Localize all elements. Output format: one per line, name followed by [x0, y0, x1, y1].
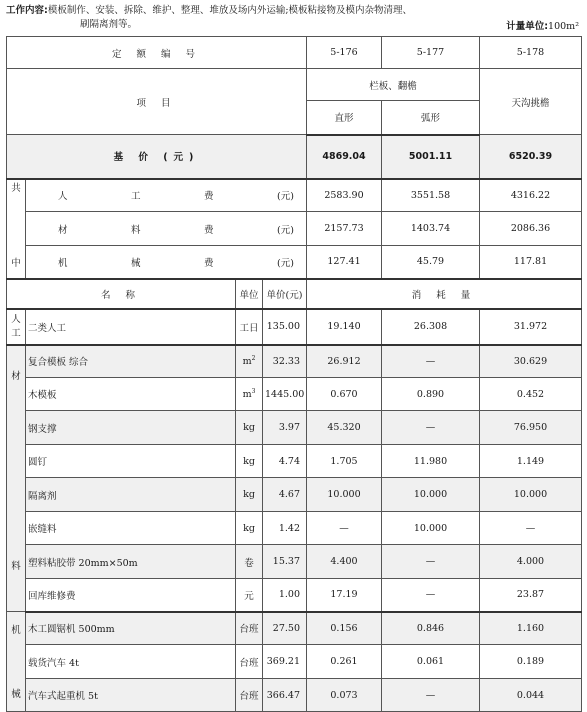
material-value: 1.705: [307, 445, 382, 478]
machine-price: 27.50: [263, 612, 307, 645]
material-value: —: [382, 345, 480, 378]
base-price-1: 4869.04: [307, 135, 382, 179]
material-value: —: [382, 411, 480, 445]
work-content: [6, 4, 581, 32]
material-unit: kg: [236, 411, 263, 445]
col-header-name: 名 称: [7, 279, 236, 309]
material-unit: kg: [236, 478, 263, 512]
material-row: [7, 545, 582, 579]
work-content-text-2: 刷隔离剂等。: [80, 19, 138, 30]
material-price: 1445.00: [263, 378, 307, 411]
material-row: [7, 445, 582, 478]
sub-col-arc: 弧形: [382, 101, 480, 135]
labor-value-1: 19.140: [307, 309, 382, 345]
material-unit: $m^2$: [236, 345, 263, 378]
machine-price: 369.21: [263, 645, 307, 679]
material-unit: $m^3$: [236, 378, 263, 411]
unit-label: 计量单位:: [506, 21, 549, 32]
material-price: 15.37: [263, 545, 307, 579]
base-price-label: 基 价 (元): [7, 135, 307, 179]
material-value: 76.950: [480, 411, 582, 445]
labor-price: 135.00: [263, 309, 307, 345]
material-value: 23.87: [480, 579, 582, 612]
labor-category: 人 工: [7, 309, 26, 345]
cost-group-bottom: 中: [7, 246, 26, 279]
material-unit: kg: [236, 512, 263, 545]
cost-group-top: 共: [7, 179, 26, 212]
material-row: [7, 579, 582, 612]
column-header-row: [7, 279, 582, 309]
cost-labor-1: 2583.90: [307, 179, 382, 212]
cost-material-2: 1403.74: [382, 212, 480, 246]
quota-code-2: 5-177: [382, 37, 480, 69]
material-price: 1.00: [263, 579, 307, 612]
material-price: 4.74: [263, 445, 307, 478]
machine-value: —: [382, 679, 480, 712]
work-content-label: 工作内容:: [6, 5, 48, 16]
material-value: 4.000: [480, 545, 582, 579]
material-value: 10.000: [480, 478, 582, 512]
material-value: —: [382, 545, 480, 579]
cost-machine-2: 45.79: [382, 246, 480, 279]
machine-value: 0.189: [480, 645, 582, 679]
group-label: 栏板、翻檐: [307, 69, 480, 101]
cost-labor-label: 人 工 费 (元): [26, 179, 307, 212]
cost-material-1: 2157.73: [307, 212, 382, 246]
cost-machine-1: 127.41: [307, 246, 382, 279]
machine-row: [7, 612, 582, 645]
material-value: 0.452: [480, 378, 582, 411]
material-row: [7, 478, 582, 512]
material-category: 材 料: [7, 345, 26, 612]
material-value: 10.000: [382, 478, 480, 512]
base-price-row: [7, 135, 582, 179]
material-value: 4.400: [307, 545, 382, 579]
material-unit: 元: [236, 579, 263, 612]
labor-name: 二类人工: [26, 309, 236, 345]
material-value: 11.980: [382, 445, 480, 478]
quota-code-row: [7, 37, 582, 69]
cost-labor-2: 3551.58: [382, 179, 480, 212]
base-price-2: 5001.11: [382, 135, 480, 179]
labor-unit: 工日: [236, 309, 263, 345]
machine-value: 1.160: [480, 612, 582, 645]
material-price: 32.33: [263, 345, 307, 378]
work-content-text-1: 模板制作、安装、拆除、维护、整理、堆放及场内外运输;模板粘接物及模内杂物清理、: [47, 5, 413, 16]
cost-row-material: [7, 212, 582, 246]
base-price-3: 6520.39: [480, 135, 582, 179]
material-value: 10.000: [307, 478, 382, 512]
machine-name: 汽车式起重机 5t: [26, 679, 236, 712]
material-name: 木模板: [26, 378, 236, 411]
cost-row-labor: [7, 179, 582, 212]
machine-row: [7, 645, 582, 679]
material-unit: 卷: [236, 545, 263, 579]
labor-row: [7, 309, 582, 345]
material-value: 26.912: [307, 345, 382, 378]
machine-value: 0.061: [382, 645, 480, 679]
material-name: 钢支撑: [26, 411, 236, 445]
material-value: 1.149: [480, 445, 582, 478]
machine-price: 366.47: [263, 679, 307, 712]
machine-unit: 台班: [236, 612, 263, 645]
cost-machine-label: 机 械 费 (元): [26, 246, 307, 279]
unit-value: 100m²: [548, 21, 579, 32]
col-header-unit: 单位: [236, 279, 263, 309]
material-row: [7, 345, 582, 378]
material-name: 嵌缝料: [26, 512, 236, 545]
machine-value: 0.073: [307, 679, 382, 712]
item-label: 项 目: [7, 69, 307, 135]
machine-unit: 台班: [236, 645, 263, 679]
col3-label: 天沟挑檐: [480, 69, 582, 135]
material-name: 回库维修费: [26, 579, 236, 612]
material-value: 0.890: [382, 378, 480, 411]
cost-material-label: 材 料 费 (元): [26, 212, 307, 246]
machine-name: 载货汽车 4t: [26, 645, 236, 679]
cost-row-machine: [7, 246, 582, 279]
cost-labor-3: 4316.22: [480, 179, 582, 212]
machine-unit: 台班: [236, 679, 263, 712]
machine-value: 0.156: [307, 612, 382, 645]
labor-value-3: 31.972: [480, 309, 582, 345]
machine-value: 0.261: [307, 645, 382, 679]
material-value: 17.19: [307, 579, 382, 612]
material-name: 塑料粘胶带 20mm×50m: [26, 545, 236, 579]
material-value: 30.629: [480, 345, 582, 378]
quota-code-label: 定 额 编 号: [7, 37, 307, 69]
material-price: 1.42: [263, 512, 307, 545]
material-name: 圆钉: [26, 445, 236, 478]
quota-code-3: 5-178: [480, 37, 582, 69]
material-row: [7, 411, 582, 445]
material-row: [7, 378, 582, 411]
measurement-unit: [506, 18, 579, 32]
material-value: —: [480, 512, 582, 545]
machine-value: 0.846: [382, 612, 480, 645]
col-header-price: 单价(元): [263, 279, 307, 309]
quota-table: [6, 36, 582, 712]
material-value: 0.670: [307, 378, 382, 411]
machine-value: 0.044: [480, 679, 582, 712]
cost-machine-3: 117.81: [480, 246, 582, 279]
machine-row: [7, 679, 582, 712]
material-value: —: [382, 579, 480, 612]
col-header-consumption: 消 耗 量: [307, 279, 582, 309]
material-name: 隔离剂: [26, 478, 236, 512]
material-name: 复合模板 综合: [26, 345, 236, 378]
material-price: 4.67: [263, 478, 307, 512]
material-row: [7, 512, 582, 545]
machine-category: 机 械: [7, 612, 26, 712]
sub-col-straight: 直形: [307, 101, 382, 135]
material-unit: kg: [236, 445, 263, 478]
material-value: —: [307, 512, 382, 545]
cost-material-3: 2086.36: [480, 212, 582, 246]
machine-name: 木工圆锯机 500mm: [26, 612, 236, 645]
labor-value-2: 26.308: [382, 309, 480, 345]
material-value: 10.000: [382, 512, 480, 545]
material-price: 3.97: [263, 411, 307, 445]
material-value: 45.320: [307, 411, 382, 445]
item-header-row: [7, 69, 582, 101]
quota-code-1: 5-176: [307, 37, 382, 69]
